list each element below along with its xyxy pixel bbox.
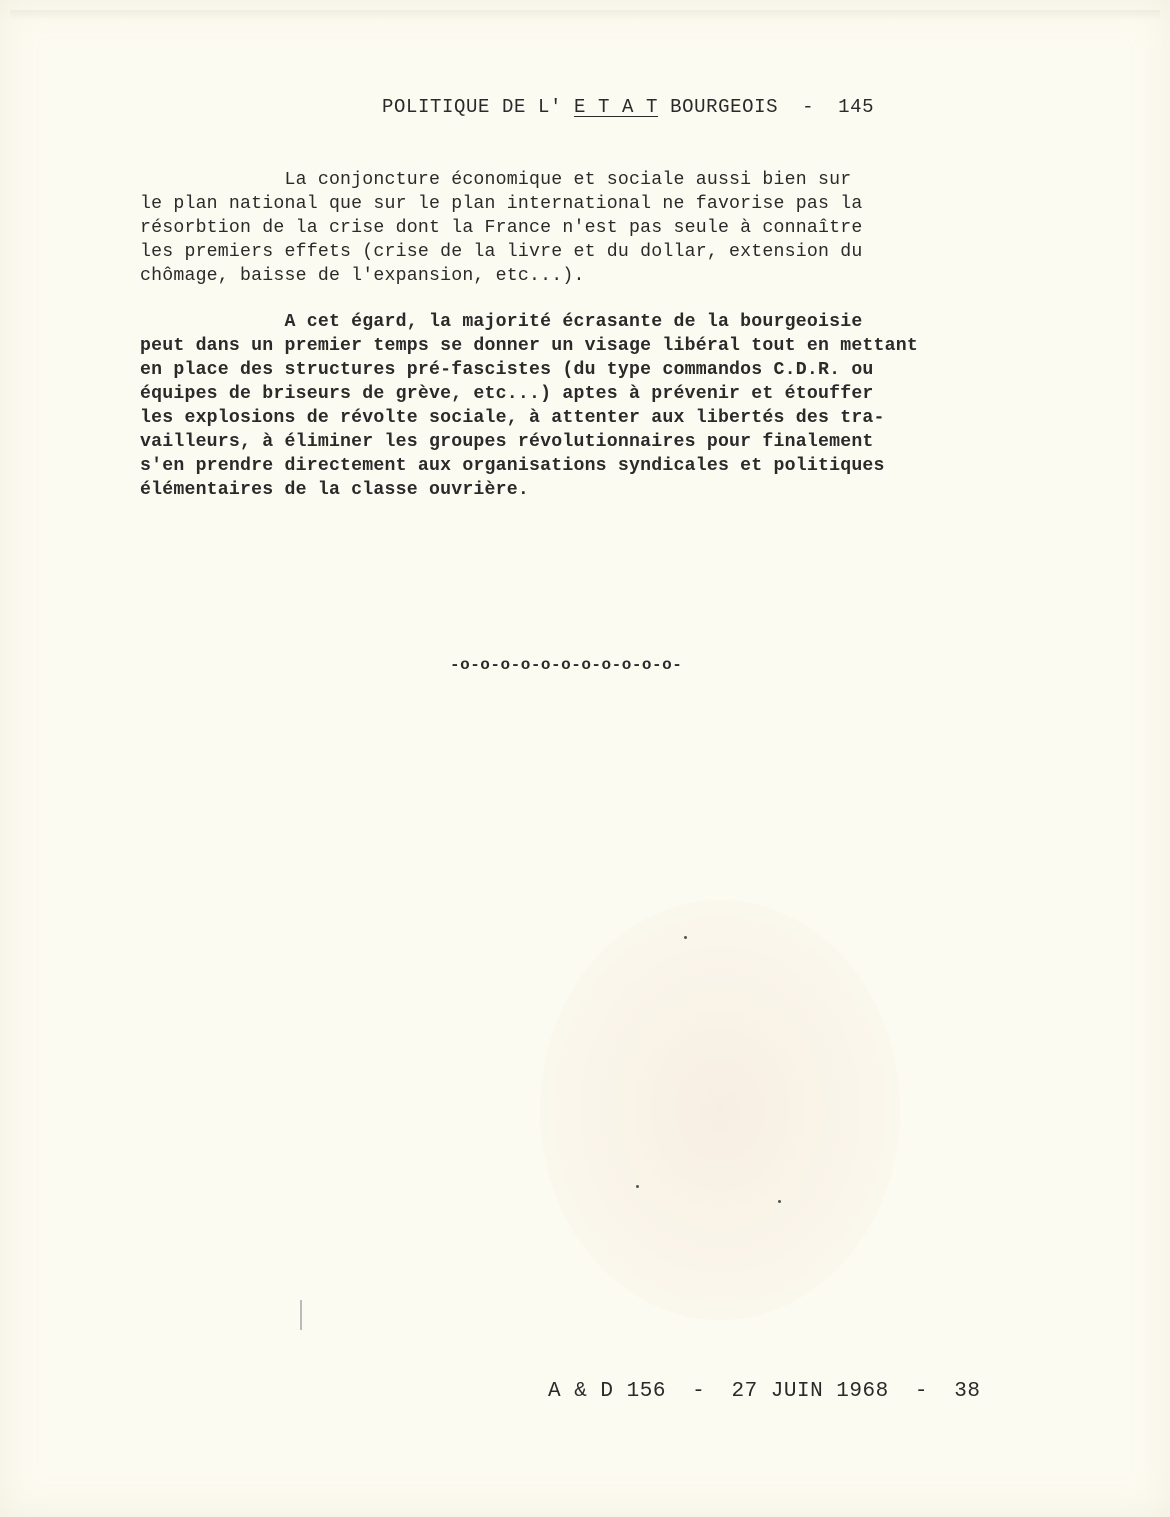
paper-speck	[684, 936, 687, 939]
footer-date: 27 JUIN 1968	[731, 1380, 889, 1403]
paragraph-1-line: résorbtion de la crise dont la France n'est pas seule à connaître	[140, 218, 863, 238]
paragraph-1-line: le plan national que sur le plan international ne favorise pas la	[140, 194, 863, 214]
page-edge-shading	[10, 10, 1160, 20]
section-separator: -o-o-o-o-o-o-o-o-o-o-o-	[450, 656, 683, 674]
paragraph-2-line: élémentaires de la classe ouvrière.	[140, 480, 529, 500]
page-footer	[548, 1380, 980, 1403]
header-page-number: 145	[838, 96, 875, 118]
page-header	[382, 96, 874, 118]
paragraph-1-line: chômage, baisse de l'expansion, etc...).	[140, 266, 585, 286]
paragraph-2-line: A cet égard, la majorité écrasante de la bourgeoisie	[140, 312, 863, 332]
paragraph-2-line: en place des structures pré-fascistes (du type commandos C.D.R. ou	[140, 360, 874, 380]
paragraph-2-line: les explosions de révolte sociale, à attenter aux libertés des tra-	[140, 408, 885, 428]
paper-speck	[778, 1200, 781, 1203]
footer-dash-2: -	[914, 1380, 929, 1403]
paragraph-2	[140, 310, 1040, 502]
header-dash: -	[802, 96, 815, 118]
footer-number: 38	[954, 1380, 981, 1403]
paragraph-2-line: vailleurs, à éliminer les groupes révolutionnaires pour finalement	[140, 432, 874, 452]
header-title-part1: POLITIQUE DE L'	[382, 96, 563, 118]
paragraph-1-line: La conjoncture économique et sociale aussi bien sur	[140, 170, 852, 190]
paragraph-2-line: s'en prendre directement aux organisations syndicales et politiques	[140, 456, 885, 476]
footer-dash-1: -	[692, 1380, 706, 1403]
paper-mark	[300, 1300, 302, 1330]
paper-speck	[636, 1185, 639, 1188]
paragraph-2-line: peut dans un premier temps se donner un visage libéral tout en mettant	[140, 336, 918, 356]
paper-stain	[540, 900, 900, 1320]
paragraph-1-line: les premiers effets (crise de la livre et du dollar, extension du	[140, 242, 863, 262]
header-title-etat: E T A T	[574, 96, 659, 118]
header-title-part2: BOURGEOIS	[670, 96, 779, 118]
paragraph-1	[140, 168, 1040, 288]
paragraph-2-line: équipes de briseurs de grève, etc...) aptes à prévenir et étouffer	[140, 384, 874, 404]
footer-issue: A & D 156	[548, 1380, 666, 1403]
